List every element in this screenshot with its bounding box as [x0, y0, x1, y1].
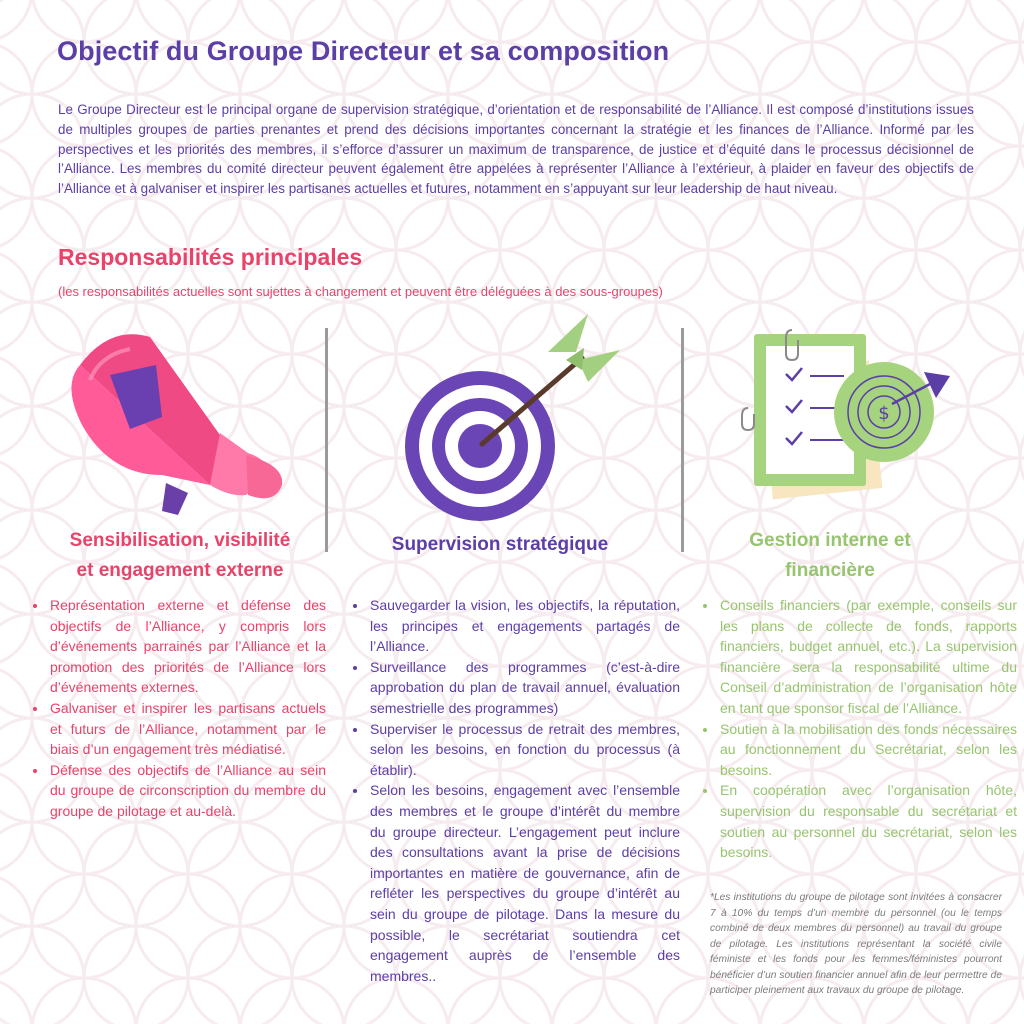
- awareness-list: [32, 595, 326, 822]
- list-item: • Conseils financiers (par exemple, conseils sur les plans de collecte de fonds, rapports financiers, budget annuel, etc.). La supervision financière sera la responsabilité ultime du Conseil d’administration de l’organisation hôte en tant que sponsor fiscal de l’Alliance.: [718, 595, 1017, 719]
- column-title-line: financière: [785, 560, 875, 581]
- column-title-line: Sensibilisation, visibilité: [69, 530, 291, 551]
- target-arrow-icon: [398, 312, 628, 527]
- column-title-strategic: [350, 530, 650, 560]
- svg-text:$: $: [878, 403, 890, 424]
- list-item: • Superviser le processus de retrait des membres, selon les besoins, en fonction du processus (à établir).: [368, 719, 680, 781]
- list-item: • Défense des objectifs de l’Alliance au sein du groupe de circonscription du membre du groupe de pilotage et au-delà.: [48, 760, 326, 822]
- column-divider-1: [325, 328, 328, 552]
- page-title: Objectif du Groupe Directeur et sa composition: [57, 36, 670, 66]
- finance-checklist-icon: [732, 328, 957, 508]
- strategic-list: [352, 595, 680, 986]
- megaphone-icon: [70, 325, 300, 520]
- list-item: • Représentation externe et défense des objectifs de l’Alliance, y compris lors d’événements parrainés par l’Alliance et la promotion des priorités de l’Alliance lors d’événements externes.: [48, 595, 326, 698]
- list-item: • Soutien à la mobilisation des fonds nécessaires au fonctionnement du Secrétariat, selon les besoins.: [718, 719, 1017, 781]
- column-title-line: et engagement externe: [76, 560, 284, 581]
- column-title-awareness: [30, 526, 330, 586]
- finance-list: [702, 595, 1017, 863]
- list-item: • Galvaniser et inspirer les partisans actuels et futurs de l’Alliance, notamment par le biais d’un engagement très médiatisé.: [48, 698, 326, 760]
- list-item: • Surveillance des programmes (c’est-à-dire approbation du plan de travail annuel, évaluation semestrielle des programmes): [368, 657, 680, 719]
- list-item: • Selon les besoins, engagement avec l’ensemble des membres et le groupe d’intérêt du membre du groupe directeur. L’engagement peut inclure des consultations avant la prise de décisions importantes en matière de gouvernance, afin de refléter les perspectives du groupe d’intérêt au sein du groupe de pilotage. Dans la mesure du possible, le secrétariat soutiendra cet engagement auprès de l’ensemble des membres..: [368, 780, 680, 986]
- column-divider-2: [681, 328, 684, 552]
- column-title-line: Gestion interne et: [749, 530, 911, 551]
- list-item: • Sauvegarder la vision, les objectifs, la réputation, les principes et engagements partagés de l’Alliance.: [368, 595, 680, 657]
- responsibilities-subtitle: (les responsabilités actuelles sont sujettes à changement et peuvent être déléguées à des sous-groupes): [58, 284, 663, 299]
- intro-paragraph: Le Groupe Directeur est le principal organe de supervision stratégique, d’orientation et de responsabilité de l’Alliance. Il est composé d’institutions issues de multiples groupes de parties prenantes et prend des décisions importantes concernant la stratégie et les finances de l’Alliance. Informé par les perspectives et les priorités des membres, il s’efforce d’assurer un maximum de transparence, de justice et d’équité dans le processus décisionnel de l’Alliance. Les membres du comité directeur peuvent également être appelées à représenter l’Alliance à l’extérieur, à plaider en faveur des objectifs de l’Alliance et à galvaniser et inspirer les partisanes actuelles et futures, notamment en s’appuyant sur leur leadership de haut niveau.: [58, 102, 974, 197]
- column-title-line: Supervision stratégique: [391, 534, 609, 555]
- list-item: • En coopération avec l’organisation hôte, supervision du responsable du secrétariat et soutien au personnel du secrétariat, selon les besoins.: [718, 780, 1017, 862]
- responsibilities-heading: Responsabilités principales: [58, 244, 363, 270]
- column-title-finance: [680, 526, 980, 586]
- footnote: *Les institutions du groupe de pilotage sont invitées à consacrer 7 à 10% du temps d’un membre du personnel (ou le temps combiné de deux membres du personnel) au travail du groupe de pilotage. Les institutions représentant la société civile féministe et les fonds pour les femmes/féministes pourront bénéficier d’un soutien financier annuel afin de leur permettre de participer pleinement aux travaux du groupe de pilotage.: [710, 892, 1002, 996]
